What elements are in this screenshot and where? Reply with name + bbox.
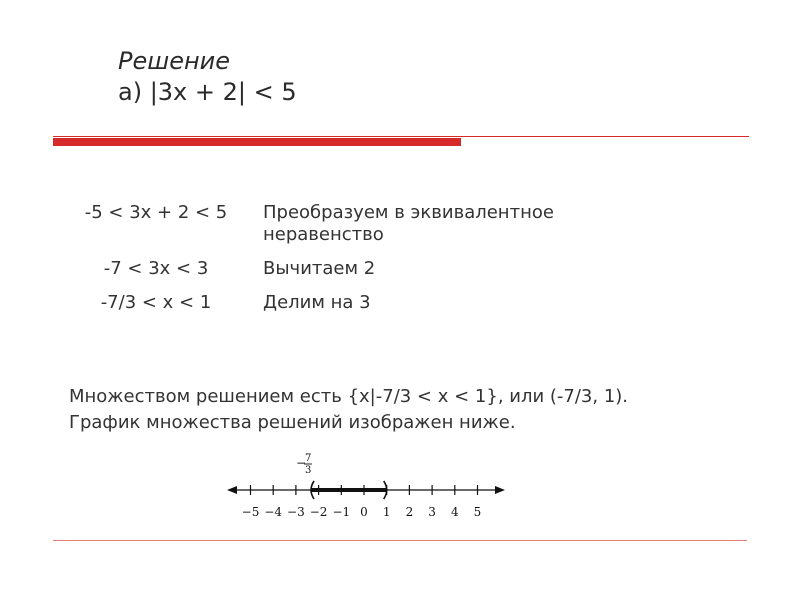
step-row xyxy=(68,202,668,246)
top-divider-thick xyxy=(53,138,461,146)
step-expression: -7 < 3x < 3 xyxy=(103,258,209,279)
tick-label: 0 xyxy=(360,505,368,519)
step-expression: -5 < 3x + 2 < 5 xyxy=(84,202,228,223)
tick-label: 3 xyxy=(428,505,436,519)
endpoint-label-numerator: 7 xyxy=(305,453,312,464)
number-line-graph xyxy=(225,450,515,525)
tick-label: −1 xyxy=(332,505,351,519)
endpoint-label-sign: − xyxy=(296,456,307,470)
right-arrow-head xyxy=(495,486,505,494)
solution-steps xyxy=(68,202,668,314)
conclusion-line: График множества решений изображен ниже. xyxy=(69,412,516,433)
title-heading: Решение xyxy=(118,47,231,75)
bottom-divider xyxy=(53,540,747,541)
problem-statement: а) |3x + 2| < 5 xyxy=(118,78,297,106)
step-row xyxy=(68,258,668,280)
step-note: Делим на 3 xyxy=(263,292,371,313)
conclusion-text xyxy=(69,384,628,436)
tick-label: −5 xyxy=(241,505,260,519)
endpoint-label xyxy=(296,453,312,476)
conclusion-line: Множеством решением есть {x|-7/3 < x < 1}, или (-7/3, 1). xyxy=(69,386,629,407)
step-row xyxy=(68,292,668,314)
tick-label: −4 xyxy=(264,505,283,519)
tick-label: 4 xyxy=(450,505,459,519)
tick-label: −2 xyxy=(309,505,328,519)
step-note: Вычитаем 2 xyxy=(263,258,376,279)
step-note: Преобразуем в эквивалентное неравенство xyxy=(263,202,554,245)
step-expression: -7/3 < x < 1 xyxy=(100,292,212,313)
tick-label: 5 xyxy=(473,505,482,519)
endpoint-label-denominator: 3 xyxy=(305,465,312,476)
slide-title xyxy=(118,46,297,108)
tick-label: −3 xyxy=(287,505,305,519)
left-arrow-head xyxy=(227,486,237,494)
tick-label: 2 xyxy=(405,505,414,519)
top-divider-thin xyxy=(53,136,749,137)
tick-label: 1 xyxy=(382,505,391,519)
